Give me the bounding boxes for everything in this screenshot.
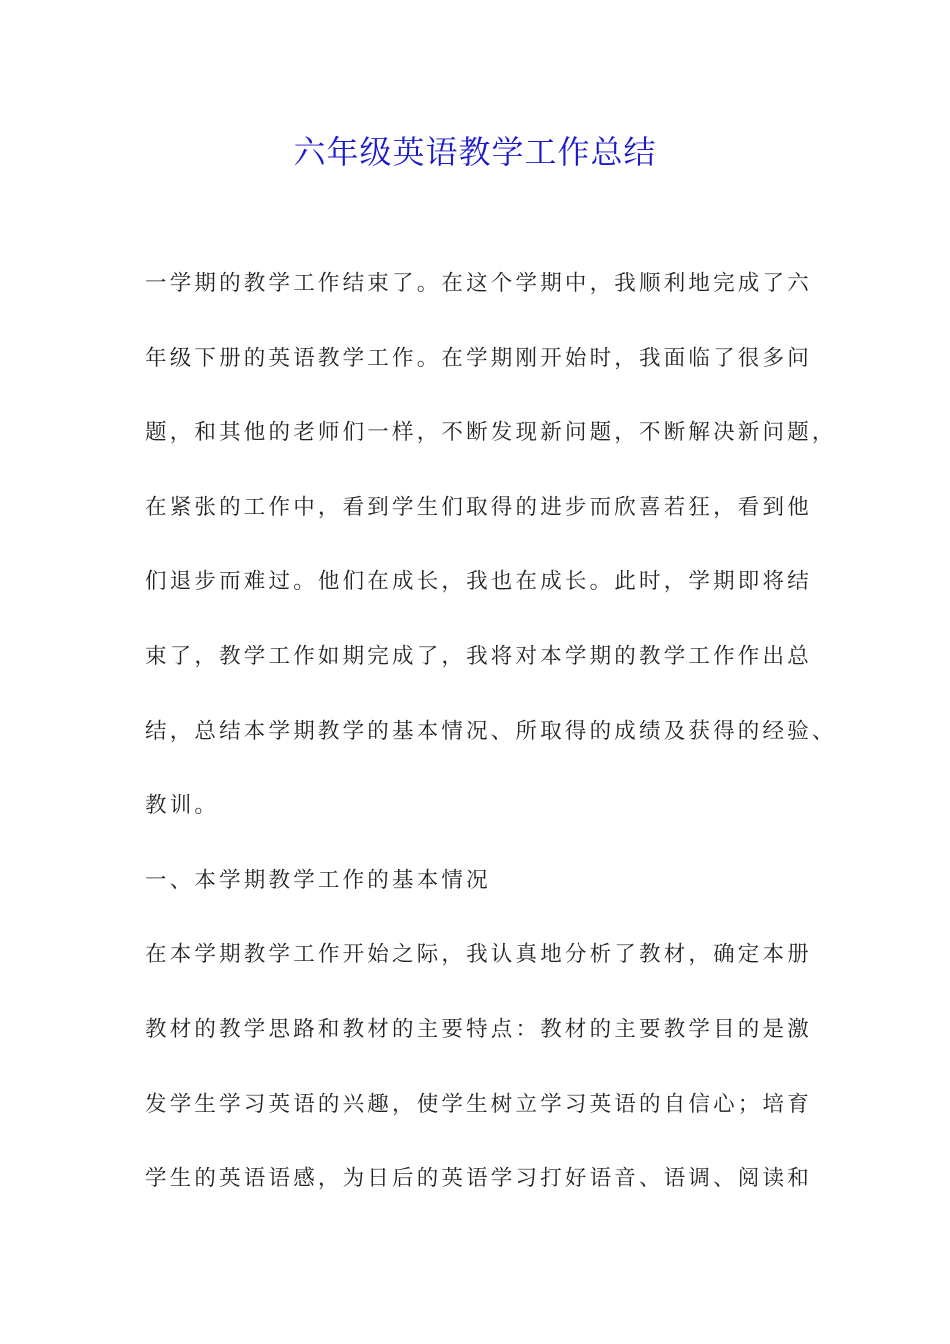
- paragraph-line: 在紧张的工作中，看到学生们取得的进步而欣喜若狂，看到他: [145, 494, 812, 520]
- paragraph-line: 年级下册的英语教学工作。在学期刚开始时，我面临了很多问: [145, 345, 812, 371]
- paragraph-line: 在本学期教学工作开始之际，我认真地分析了教材，确定本册: [145, 942, 812, 968]
- paragraph-line: 教材的教学思路和教材的主要特点：教材的主要教学目的是激: [145, 1016, 812, 1042]
- paragraph-line: 一学期的教学工作结束了。在这个学期中，我顺利地完成了六: [145, 271, 812, 296]
- paragraph-line: 学生的英语语感，为日后的英语学习打好语音、语调、阅读和: [145, 1166, 812, 1192]
- paragraph-line: 教训。: [145, 793, 220, 819]
- paragraph-line: 结，总结本学期教学的基本情况、所取得的成绩及获得的经验、: [145, 718, 837, 744]
- paragraph-line: 束了，教学工作如期完成了，我将对本学期的教学工作作出总: [145, 643, 812, 669]
- document-title: 六年级英语教学工作总结: [293, 133, 657, 171]
- section-heading: 一、本学期教学工作的基本情况: [145, 867, 491, 893]
- paragraph-line: 们退步而难过。他们在成长，我也在成长。此时，学期即将结: [145, 569, 812, 595]
- document-body: [145, 262, 845, 1232]
- paragraph-line: 题，和其他的老师们一样，不断发现新问题，不断解决新问题，: [145, 420, 837, 446]
- paragraph-line: 发学生学习英语的兴趣，使学生树立学习英语的自信心；培育: [145, 1091, 812, 1117]
